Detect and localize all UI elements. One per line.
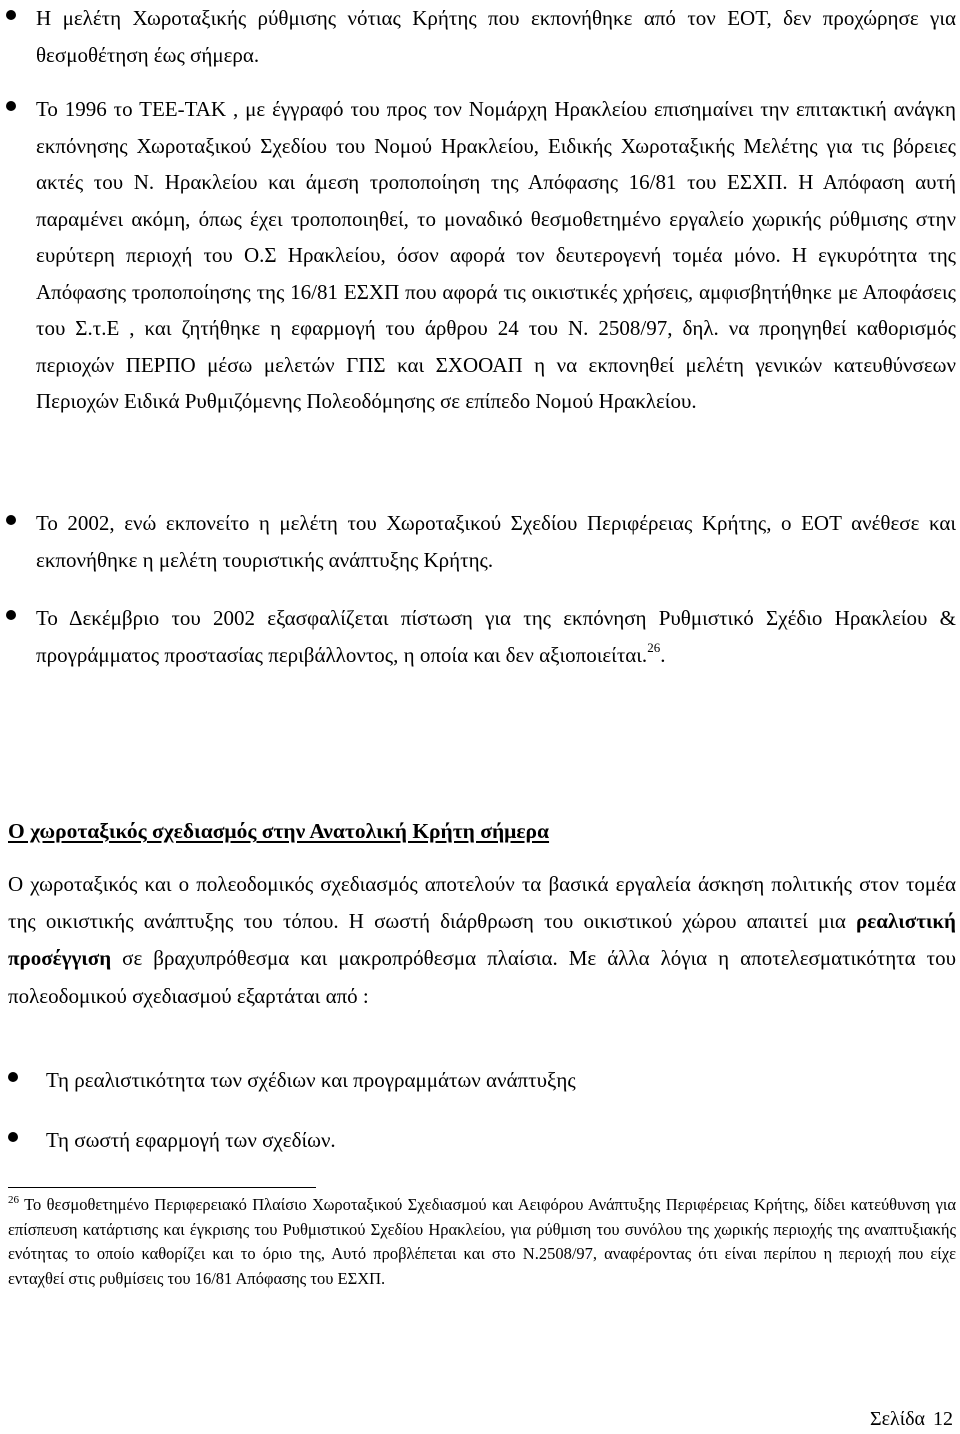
footnote-number: 26 — [8, 1194, 19, 1206]
paragraph-bold-text: ρεαλιστική προσέγγιση — [8, 909, 956, 971]
bullet-icon — [6, 101, 16, 111]
page-label: Σελίδα — [869, 1408, 925, 1430]
section-heading: Ο χωροταξικός σχεδιασμός στην Ανατολική Κρήτη σήμερα — [8, 819, 550, 843]
footnote-divider — [8, 1187, 316, 1188]
bullet-text: Η μελέτη Χωροταξικής ρύθμισης νότιας Κρήτης που εκπονήθηκε από τον ΕΟΤ, δεν προχώρησε για θεσμοθέτηση έως σήμερα. — [36, 6, 956, 67]
bullet-icon — [6, 515, 16, 525]
list-item — [36, 91, 956, 420]
list-item — [46, 1062, 946, 1099]
footnote-body: Το θεσμοθετημένο Περιφερειακό Πλαίσιο Χωροταξικού Σχεδιασμού και Αειφόρου Ανάπτυξης Περιφέρειας Κρήτης, δίδει κατεύθυνση για επίσπευση κατάρτισης και έγκρισης του Ρυθμιστικού Σχεδίου Ηρακλείου, για ρύθμιση του συνόλου της χωρικής περιοχής της αναπτυξιακής ενότητας το οποίο καθορίζει και το όριο της, Αυτό προβλέπεται και στο Ν.2508/97, αναφέροντας ότι είναι περίπου η περιοχή που είχε ενταχθεί στις ρυθμίσεις του 16/81 Απόφασης του ΕΣΧΠ. — [8, 1195, 956, 1288]
bullet-text: Τη ρεαλιστικότητα των σχέδιων και προγραμμάτων ανάπτυξης — [46, 1068, 576, 1092]
paragraph-text: σε βραχυπρόθεσμα και μακροπρόθεσμα πλαίσια. Με άλλα λόγια η αποτελεσματικότητα του πολεοδομικού σχεδιασμού εξαρτάται από : — [8, 946, 956, 1008]
bullet-text: Τη σωστή εφαρμογή των σχεδίων. — [46, 1128, 336, 1152]
list-item — [46, 1122, 946, 1159]
bullet-text-tail: . — [660, 642, 666, 667]
page-number-footer — [870, 1408, 953, 1431]
footnote-reference[interactable]: 26 — [647, 639, 661, 655]
bullet-text: Το 2002, ενώ εκπονείτο η μελέτη του Χωροταξικού Σχεδίου Περιφέρειας Κρήτης, ο ΕΟΤ ανέθεσε και εκπονήθηκε η μελέτη τουριστικής ανάπτυξης Κρήτης. — [36, 511, 956, 572]
list-item — [36, 0, 956, 73]
bullet-text: Το 1996 το ΤΕΕ-ΤΑΚ , με έγγραφό του προς τον Νομάρχη Ηρακλείου επισημαίνει την επιτακτική ανάγκη εκπόνησης Χωροταξικού Σχεδίου του Νομού Ηρακλείου, Ειδικής Χωροταξικής Μελέτης για τις βόρειες ακτές του Ν. Ηρακλείου και άμεση τροποποίηση της Απόφασης 16/81 του ΕΣΧΠ. Η Απόφαση αυτή παραμένει ακόμη, όπως έχει τροποποιηθεί, το μοναδικό θεσμοθετημένο εργαλείο χωρικής ρύθμισης στην ευρύτερη περιοχή του Ο.Σ Ηρακλείου, όσον αφορά τον δευτερογενή τομέα μόνο. Η εγκυρότητα της Απόφασης τροποποίησης της 16/81 ΕΣΧΠ που αφορά τις οικιστικές χρήσεις, αμφισβητήθηκε με Αποφάσεις του Σ.τ.Ε , και ζητήθηκε η εφαρμογή του άρθρου 24 του Ν. 2508/97, δηλ. να προηγηθεί καθορισμός περιοχών ΠΕΡΠΟ μέσω μελετών ΓΠΣ και ΣΧΟΟΑΠ η να εκπονηθεί μελέτη γενικών κατευθύνσεων Περιοχών Ειδικά Ρυθμιζόμενης Πολεοδόμησης σε επίπεδο Νομού Ηρακλείου. — [36, 97, 956, 413]
bullet-icon — [6, 10, 16, 20]
page-number: 12 — [933, 1408, 953, 1430]
list-item — [36, 505, 956, 578]
footnote-text — [8, 1193, 956, 1291]
bullet-text — [36, 600, 956, 673]
bullet-icon — [8, 1132, 18, 1142]
bullet-icon — [6, 610, 16, 620]
section-body — [8, 866, 956, 1015]
section-paragraph — [8, 866, 956, 1015]
footnote — [8, 1193, 956, 1291]
bullet-text-body: Το Δεκέμβριο του 2002 εξασφαλίζεται πίστωση για της εκπόνηση Ρυθμιστικό Σχέδιο Ηρακλείου & προγράμματος προστασίας περιβάλλοντος, η οποία και δεν αξιοποιείται. — [36, 606, 956, 667]
paragraph-text: Ο χωροταξικός και ο πολεοδομικός σχεδιασμός αποτελούν τα βασικά εργαλεία άσκηση πολιτικής στον τομέα της οικιστικής ανάπτυξης του τόπου. Η σωστή διάρθρωση του οικιστικού χώρου απαιτεί μια — [8, 872, 956, 934]
bullet-icon — [8, 1072, 18, 1082]
list-item — [36, 600, 956, 673]
